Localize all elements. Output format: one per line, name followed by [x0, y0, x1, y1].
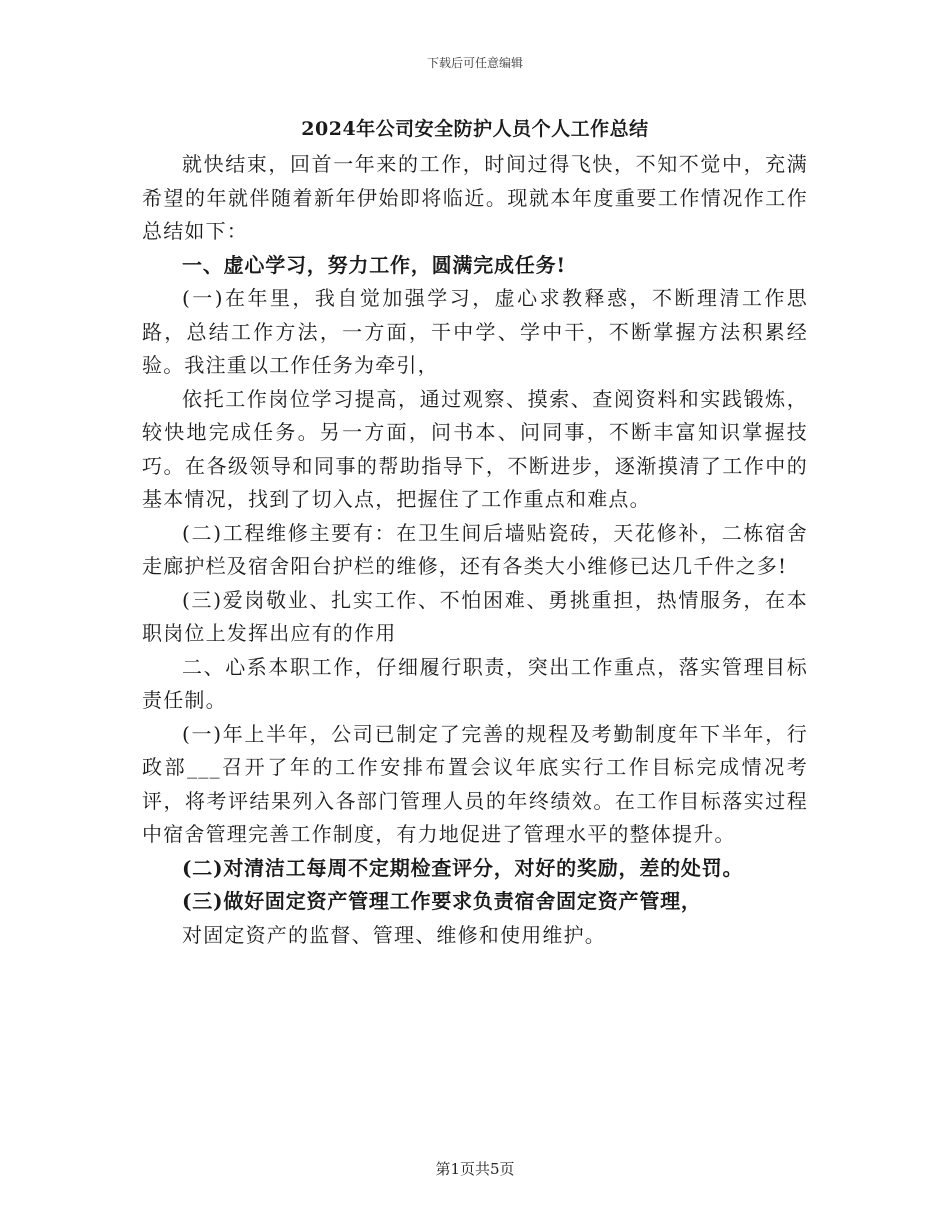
paragraph-2-3: (三)做好固定资产管理工作要求负责宿舍固定资产管理， [182, 889, 702, 913]
paragraph-2-2: (二)对清洁工每周不定期检查评分，对好的奖励，差的处罚。 [182, 855, 744, 880]
document-title: 2024年公司安全防护人员个人工作总结 [301, 118, 649, 140]
paragraph-1-3: (三)爱岗敬业、扎实工作、不怕困难、勇挑重担，热情服务，在本职岗位上发挥出应有的作用 [142, 587, 808, 645]
section-heading-1: 一、虚心学习，努力工作，圆满完成任务! [182, 252, 566, 277]
paragraph-2-1: (一)年上半年，公司已制定了完善的规程及考勤制度年下半年，行政部___召开了年的工作安排布置会议年底实行工作目标完成情况考评，将考评结果列入各部门管理人员的年终绩效。在工作目标落实过程中宿舍管理完善工作制度，有力地促进了管理水平的整体提升。 [142, 721, 808, 846]
document-body [142, 148, 808, 952]
paragraph-1-1-cont: 依托工作岗位学习提高，通过观察、摸索、查阅资料和实践锻炼，较快地完成任务。另一方面，问书本、问同事，不断丰富知识掌握技巧。在各级领导和同事的帮助指导下，不断进步，逐渐摸清了工作中的基本情况，找到了切入点，把握住了工作重点和难点。 [142, 386, 808, 511]
page-number: 第1页共5页 [435, 1160, 515, 1178]
paragraph-1-1: (一)在年里，我自觉加强学习，虚心求教释惑，不断理清工作思路，总结工作方法，一方面，干中学、学中干，不断掌握方法积累经验。我注重以工作任务为牵引， [142, 286, 808, 377]
paragraph-1-2: (二)工程维修主要有：在卫生间后墙贴瓷砖，天花修补，二栋宿舍走廊护栏及宿舍阳台护栏的维修，还有各类大小维修已达几千件之多! [142, 520, 808, 578]
paragraph-intro: 就快结束，回首一年来的工作，时间过得飞快，不知不觉中，充满希望的年就伴随着新年伊始即将临近。现就本年度重要工作情况作工作总结如下： [142, 152, 808, 243]
paragraph-2-3-cont: 对固定资产的监督、管理、维修和使用维护。 [182, 922, 606, 947]
page-header-note: 下载后可任意编辑 [426, 56, 523, 70]
section-heading-2: 二、心系本职工作，仔细履行职责，突出工作重点，落实管理目标责任制。 [142, 654, 808, 712]
